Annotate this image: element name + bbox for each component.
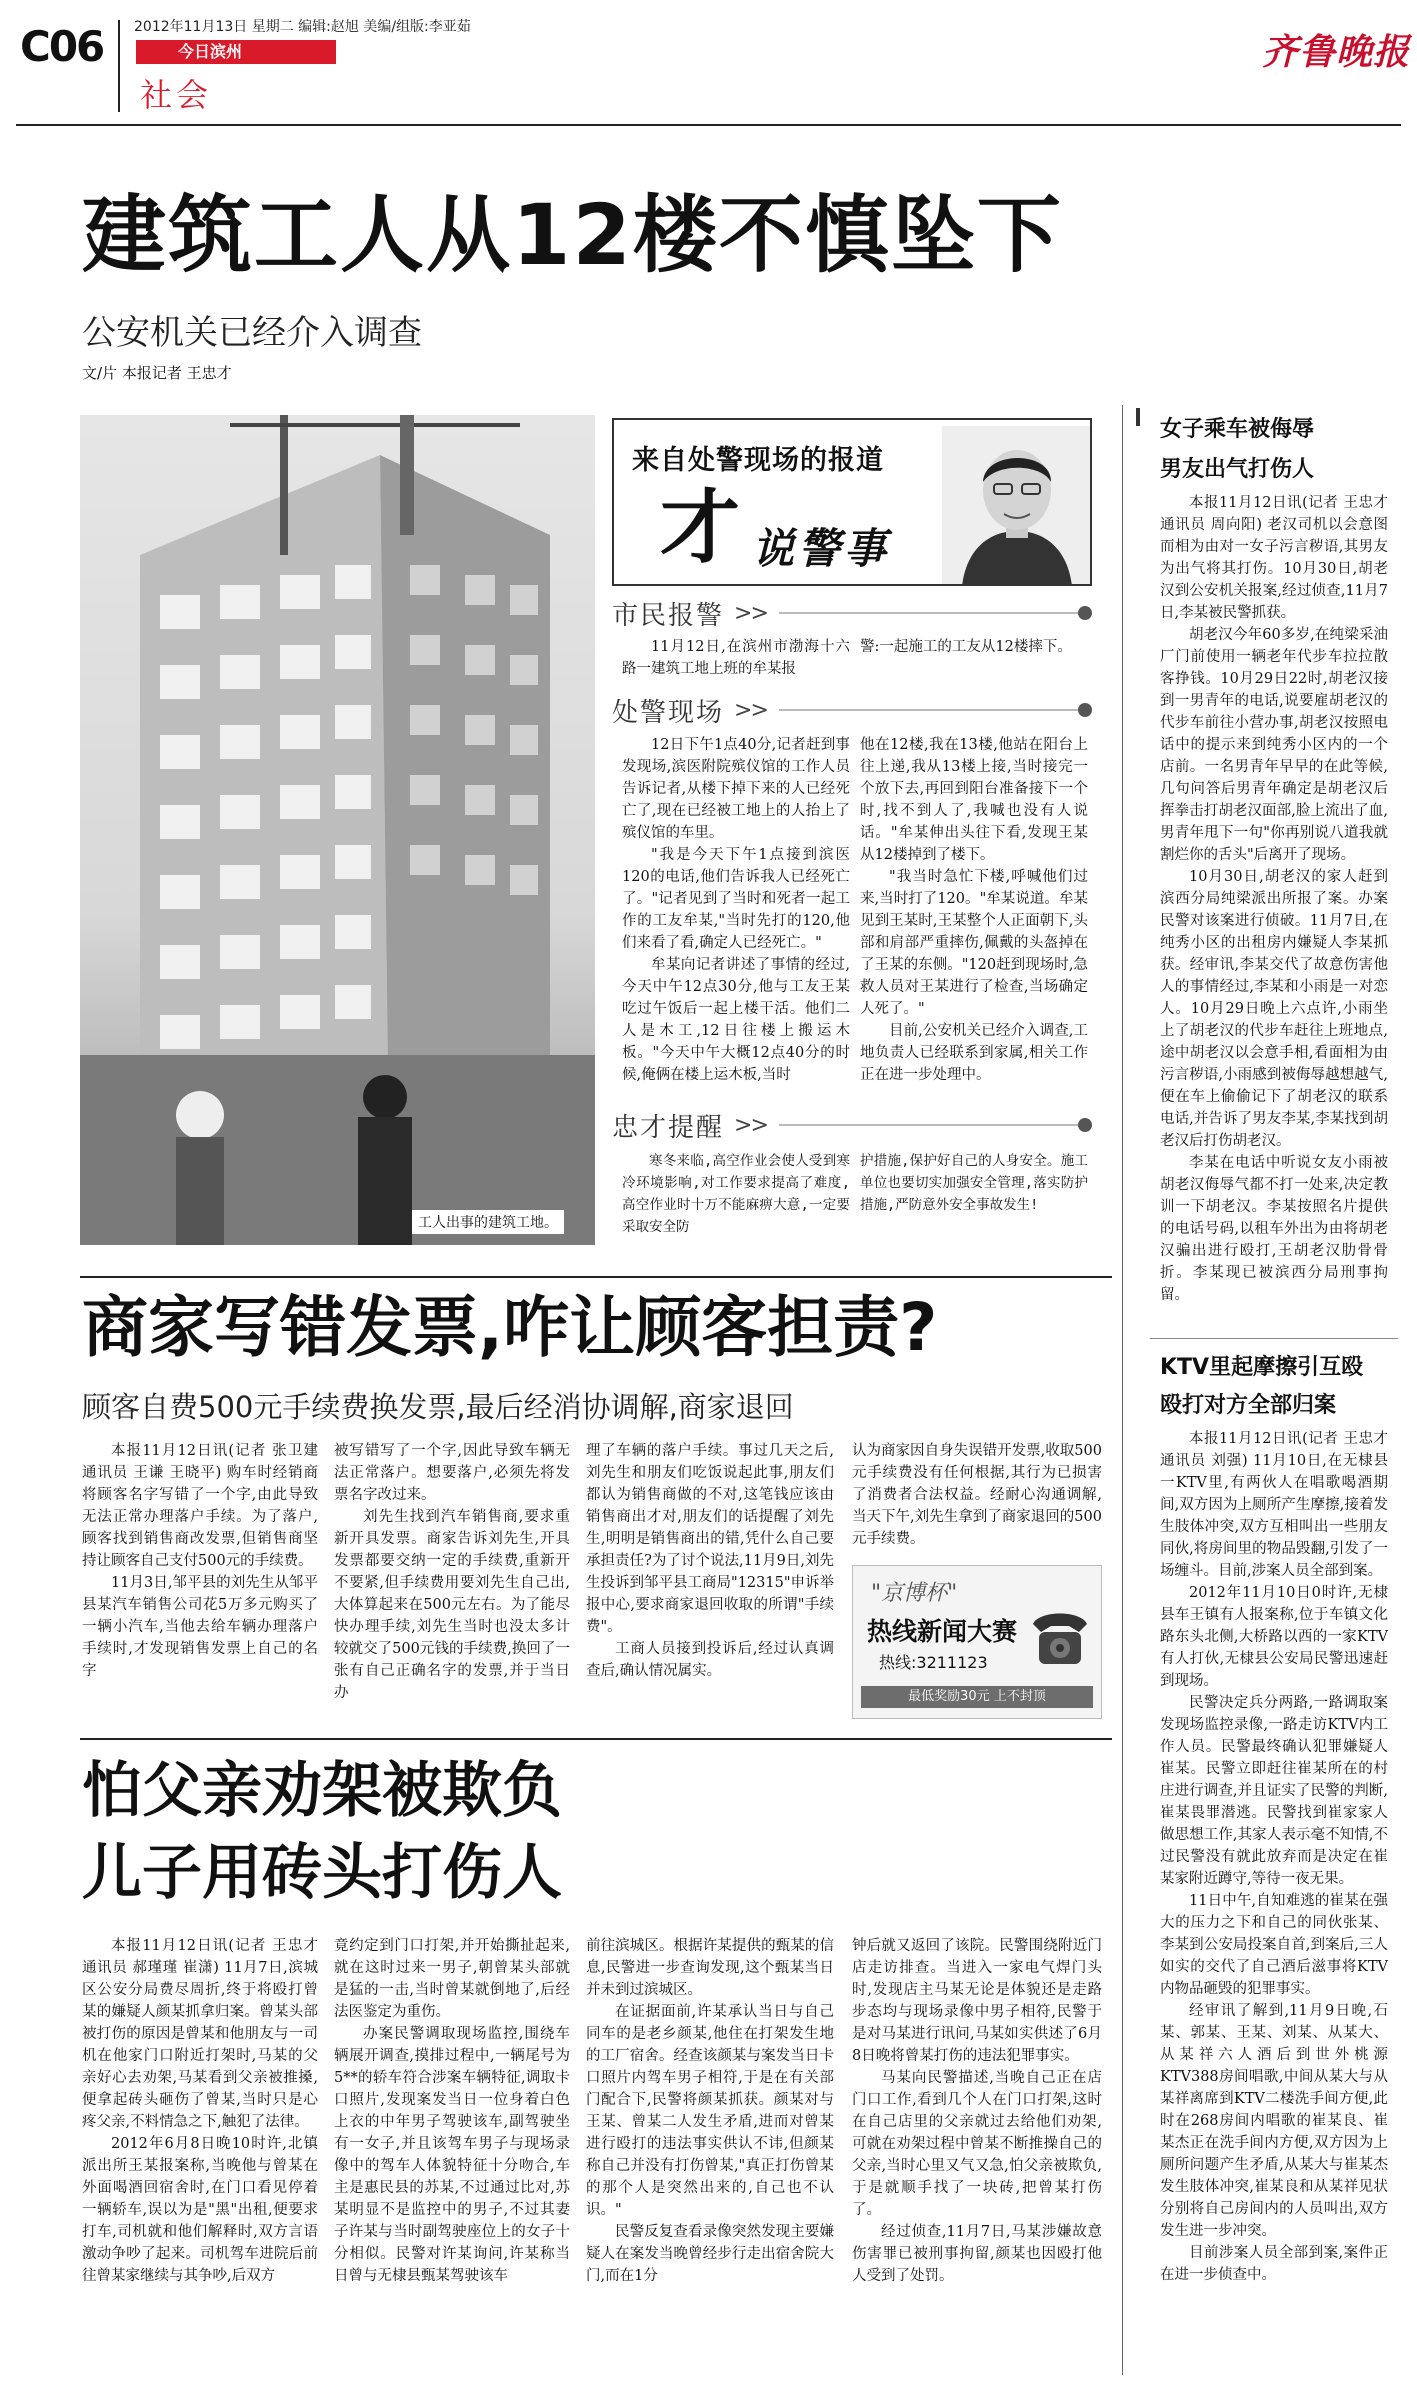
article3-headline-line2: 儿子用砖头打伤人 <box>82 1838 562 1908</box>
article3-col4 <box>852 1935 1102 2375</box>
page-number: C06 <box>20 22 104 71</box>
sidebar1-paragraph: 李某在电话中听说女友小雨被胡老汉侮辱气都不打一处来,决定教训一下胡老汉。李某按照名片提供的电话号码,以租车外出为由将胡老汉骗出进行殴打,王胡老汉肋骨骨折。李某现已被滨西分局刑事拘留。 <box>1160 1155 1388 1303</box>
article3-headline-line1: 怕父亲劝架被欺负 <box>82 1756 562 1826</box>
sidebar2-headline-line1: KTV里起摩擦引互殴 <box>1160 1355 1364 1380</box>
column-box-title: 来自处警现场的报道 <box>632 445 884 476</box>
column-box <box>612 418 1092 586</box>
section-dot <box>1078 606 1092 620</box>
tip-paragraph: 寒冬来临,高空作业会使人受到寒冷环境影响,对工作要求提高了难度,高空作业时十万不能麻痹大意,一定要采取安全防 <box>622 1153 850 1235</box>
sidebar1-paragraph: 本报11月12日讯(记者 王忠才 通讯员 周向阳) 老汉司机以会意图而相为由对一女子污言秽语,其男友为出气将其打伤。10月30日,胡老汉到公安机关报案,经过侦查,11月7日,李某被民警抓获。 <box>1160 495 1388 621</box>
section-dot <box>1078 703 1092 717</box>
photo-caption: 工人出事的建筑工地。 <box>412 1210 564 1234</box>
hotline-title: 热线新闻大赛 <box>867 1617 1018 1646</box>
article1-byline: 文/片 本报记者 王忠才 <box>82 364 232 382</box>
article2-col2 <box>334 1440 570 1716</box>
sidebar2-body <box>1160 1428 1388 2375</box>
section-bar-scene <box>612 697 1092 728</box>
construction-site-photo <box>80 415 595 1245</box>
article1-headline: 建筑工人从12楼不慎坠下 <box>82 186 1063 284</box>
sidebar-separator <box>1150 1338 1398 1339</box>
section-line <box>779 612 1078 614</box>
sidebar-marker <box>1136 408 1140 426</box>
column-box-brand-small: 说警事 <box>752 524 891 573</box>
date-line: 2012年11月13日 星期二 编辑:赵旭 美编/组版:李亚茹 <box>134 19 471 35</box>
article2-paragraph: 工商人员接到投诉后,经过认真调查后,确认情况属实。 <box>586 1641 834 1679</box>
sidebar2-paragraph: 民警决定兵分两路,一路调取案发现场监控录像,一路走访KTV内工作人员。民警最终确认犯罪嫌疑人崔某。民警立即赶往崔某所在的村庄进行调查,并且证实了民警的判断,崔某畏罪潜逃。民警找到崔家家人做思想工作,其家人表示毫不知情,不过民警没有就此放弃而是决定在崔某家附近蹲守,等待一夜无果。 <box>1160 1695 1388 1887</box>
sidebar2-paragraph: 2012年11月10日0时许,无棣县车王镇有人报案称,位于车镇文化路东头北侧,大桥路以西的一家KTV有人打伙,无棣县公安局民警迅速赶到现场。 <box>1160 1585 1388 1689</box>
article2-col1 <box>82 1440 318 1716</box>
sidebar2-paragraph: 目前涉案人员全部到案,案件正在进一步侦查中。 <box>1160 2245 1388 2283</box>
article3-col1 <box>82 1935 318 2375</box>
article3-col2 <box>334 1935 570 2375</box>
section-bar-report <box>612 600 1092 631</box>
section-line <box>779 1124 1078 1126</box>
article2-paragraph: 认为商家因自身失误错开发票,收取500元手续费没有任何根据,其行为已损害了消费者合法权益。经耐心沟通调解,当天下午,刘先生拿到了商家退回的500元手续费。 <box>852 1443 1102 1547</box>
column-box-brand-big: 才 <box>660 480 740 574</box>
scene-paragraph: 12日下午1点40分,记者赶到事发现场,滨医附院殡仪馆的工作人员告诉记者,从楼下掉下来的人已经死亡了,现在已经被工地上的人抬上了殡仪馆的车里。 <box>622 737 850 841</box>
hotline-note: 最低奖励30元 上不封顶 <box>861 1686 1093 1708</box>
hotline-brand: "京博杯" <box>871 1581 958 1606</box>
article3-paragraph: 本报11月12日讯(记者 王忠才 通讯员 郝瑾瑾 崔潇) 11月7日,滨城区公安分局费尽周折,终于将殴打曾某的嫌疑人颜某抓拿归案。曾某头部被打伤的原因是曾某和他朋友与一司机在他家门口附近打架时,马某的父亲好心去劝架,马某看到父亲被推搡,便拿起砖头砸伤了曾某,当时只是心疼父亲,不料情急之下,触犯了法律。 <box>82 1938 318 2130</box>
sidebar1-body <box>1160 492 1388 1327</box>
article3-paragraph: 在证据面前,许某承认当日与自己同车的是老乡颜某,他住在打架发生地的工厂宿舍。经查该颜某与案发当日卡口照片内驾车男子相符,于是在有关部门配合下,民警将颜某抓获。颜某对与王某、曾某二人发生矛盾,进而对曾某进行殴打的违法事实供认不讳,但颜某称自己并没有打伤曾某,"真正打伤曾某的那个人是突然出来的,自己也不认识。" <box>586 2004 834 2218</box>
hotline-ad <box>852 1565 1102 1719</box>
reporter-portrait <box>942 426 1092 586</box>
article1-subhead: 公安机关已经介入调查 <box>82 313 422 353</box>
article3-col3 <box>586 1935 834 2375</box>
sidebar1-headline-line1: 女子乘车被侮辱 <box>1160 417 1315 442</box>
sidebar2-headline-line2: 殴打对方全部归案 <box>1160 1393 1337 1418</box>
masthead-divider <box>118 20 120 112</box>
report-paragraph: 11月12日,在滨州市渤海十六路一建筑工地上班的牟某报 <box>622 639 850 677</box>
tip-col1 <box>622 1150 850 1264</box>
scene-paragraph: "我当时急忙下楼,呼喊他们过来,当时打了120。"牟某说道。牟某见到王某时,王某整个人正面朝下,头部和肩部严重摔伤,佩戴的头盔掉在了王某的东侧。"120赶到现场时,急救人员对王某进行了检查,当场确定人死了。" <box>860 869 1088 1017</box>
section-arrows-report: >> <box>734 600 767 626</box>
section-label-tip: 忠才提醒 <box>612 1112 725 1143</box>
article3-paragraph: 马某向民警描述,当晚自己正在店门口工作,看到几个人在门口打架,这时在自己店里的父亲就过去给他们劝架,可就在劝架过程中曾某不断推操自己的父亲,当时心里又气又急,怕父亲被欺负,于是就顺手找了一块砖,把曾某打伤了。 <box>852 2070 1102 2218</box>
tip-paragraph: 护措施,保护好自己的人身安全。施工单位也要切实加强安全管理,落实防护措施,严防意外安全事故发生! <box>860 1153 1088 1213</box>
section-name: 社会 <box>140 76 213 114</box>
article2-paragraph: 本报11月12日讯(记者 张卫建 通讯员 王谦 王晓平) 购车时经销商将顾客名字写错了一个字,由此导致无法正常办理落户手续。为了落户,顾客找到销售商改发票,但销售商坚持让顾客自己支付500元的手续费。 <box>82 1443 318 1569</box>
sidebar2-paragraph: 11日中午,自知难逃的崔某在强大的压力之下和自己的同伙张某、李某到公安局投案自首,到案后,三人如实的交代了自己酒后滋事将KTV内物品砸毁的犯罪事实。 <box>1160 1893 1388 1997</box>
scene-paragraph: 目前,公安机关已经介入调查,工地负责人已经联系到家属,相关工作正在进一步处理中。 <box>860 1023 1088 1083</box>
article2-col3 <box>586 1440 834 1716</box>
section-tag: 今日滨州 <box>136 40 336 64</box>
sidebar-divider <box>1122 405 1123 2375</box>
scene-paragraph: 他在12楼,我在13楼,他站在阳台上往上递,我从13楼上接,当时接完一个放下去,再回到阳台准备接下一个时,找不到人了,我喊也没有人说话。"牟某伸出头往下看,发现王某从12楼掉到了楼下。 <box>860 737 1088 863</box>
sidebar1-headline-line2: 男友出气打伤人 <box>1160 457 1315 482</box>
article3-paragraph: 钟后就又返回了该院。民警围绕附近门店走访排查。当进入一家电气焊门头时,发现店主马某无论是体貌还是走路步态均与现场录像中男子相符,民警于是对马某进行讯问,马某如实供述了6月8日晚将曾某打伤的违法犯罪事实。 <box>852 1938 1102 2064</box>
article2-col4 <box>852 1440 1102 1550</box>
sidebar1-paragraph: 胡老汉今年60多岁,在纯梁采油厂门前使用一辆老年代步车拉拉散客挣钱。10月29日22时,胡老汉接到一男青年的电话,说要雇胡老汉的代步车前往小营办事,胡老汉按照电话中的提示来到纯秀小区内的一个店前。一名男青年早早的在此等候,几句问答后男青年确定是胡老汉后挥拳击打胡老汉面部,脸上流出了血,男青年甩下一句"你再别说八道我就割烂你的舌头"后离开了现场。 <box>1160 627 1388 863</box>
sidebar1-paragraph: 10月30日,胡老汉的家人赶到滨西分局纯梁派出所报了案。办案民警对该案进行侦破。11月7日,在纯秀小区的出租房内嫌疑人李某抓获。经审讯,李某交代了故意伤害他人的事情经过,李某和小雨是一对恋人。10月29日晚上六点许,小雨坐上了胡老汉的代步车赶往上班地点,途中胡老汉以会意手相,看面相为由污言秽语,小雨感到被侮辱越想越气,便在车上偷偷记下了胡老汉的联系电话,并告诉了男友李某,李某找到胡老汉后打伤胡老汉。 <box>1160 869 1388 1149</box>
sidebar2-paragraph: 经审讯了解到,11月9日晚,石某、郭某、王某、刘某、从某大、从某祥六人酒后到世外桃源KTV388房间唱歌,中间从某大与从某祥离席到KTV二楼洗手间方便,此时在268房间内唱歌的崔某良、崔某杰正在洗手间内方便,双方因为上厕所问题产生矛盾,从某大与崔某杰发生肢体冲突,崔某良和从某祥见状分别将自己房间内的人员叫出,双方发生进一步冲突。 <box>1160 2003 1388 2239</box>
section-arrows-tip: >> <box>734 1112 767 1138</box>
tip-col2 <box>860 1150 1088 1264</box>
article3-paragraph: 经过侦查,11月7日,马某涉嫌故意伤害罪已被刑事拘留,颜某也因殴打他人受到了处罚。 <box>852 2224 1102 2284</box>
article2-paragraph: 被写错写了一个字,因此导致车辆无法正常落户。想要落户,必须先将发票名字改过来。 <box>334 1443 570 1503</box>
article2-paragraph: 理了车辆的落户手续。事过几天之后,刘先生和朋友们吃饭说起此事,朋友们都认为销售商做的不对,这笔钱应该由销售商出才对,朋友们的话提醒了刘先生,明明是销售商出的错,凭什么自己要承担责任?为了讨个说法,11月9日,刘先生投诉到邹平县工商局"12315"申诉举报中心,要求商家退回收取的所谓"手续费"。 <box>586 1443 834 1635</box>
scene-paragraph: "我是今天下午1点接到滨医120的电话,他们告诉我人已经死亡了。"记者见到了当时和死者一起工作的工友牟某,"当时先打的120,他们来看了看,确定人已经死亡。" <box>622 847 850 951</box>
section-dot <box>1078 1118 1092 1132</box>
scene-col1 <box>622 734 850 1126</box>
scene-col2 <box>860 734 1088 1126</box>
report-paragraph: 警:一起施工的工友从12楼摔下。 <box>860 639 1072 655</box>
section-bar-tip <box>612 1112 1092 1143</box>
article2-paragraph: 11月3日,邹平县的刘先生从邹平县某汽车销售公司花5万多元购买了一辆小汽车,当他去给车辆办理落户手续时,才发现销售发票上自己的名字 <box>82 1575 318 1679</box>
article2-paragraph: 刘先生找到汽车销售商,要求重新开具发票。商家告诉刘先生,开具发票都要交纳一定的手续费,重新开不要紧,但手续费用要刘先生自己出,大体算起来在500元左右。为了能尽快办理手续,刘先生当时也没太多计较就交了500元钱的手续费,换回了一张有自己正确名字的发票,并于当日办 <box>334 1509 570 1701</box>
hotline-phone: 热线:3211123 <box>879 1653 988 1672</box>
sidebar2-paragraph: 本报11月12日讯(记者 王忠才 通讯员 刘强) 11月10日,在无棣县一KTV里,有两伙人在唱歌喝酒期间,双方因为上厕所产生摩擦,接着发生肢体冲突,双方互相叫出一些朋友同伙,将房间里的物品毁翻,引发了一场缠斗。目前,涉案人员全部到案。 <box>1160 1431 1388 1579</box>
section-line <box>779 709 1078 711</box>
article2-bottom-rule <box>80 1738 1112 1740</box>
masthead-rule <box>16 124 1401 126</box>
section-label-scene: 处警现场 <box>612 697 725 728</box>
scene-paragraph: 牟某向记者讲述了事情的经过,今天中午12点30分,他与工友王某吃过午饭后一起上楼干活。他们二人是木工,12日往楼上搬运木板。"今天中午大概12点40分的时候,俺俩在楼上运木板,当时 <box>622 957 850 1083</box>
article3-paragraph: 2012年6月8日晚10时许,北镇派出所王某报案称,当晚他与曾某在外面喝酒回宿舍时,在门口看见停着一辆轿车,误以为是"黑"出租,便要求打车,司机就和他们解释时,双方言语激动争吵了起来。司机驾车进院后前往曾某家继续与其争吵,后双方 <box>82 2136 318 2284</box>
building-illustration <box>80 415 595 1245</box>
paper-logo: 齐鲁晚报 <box>1262 31 1411 73</box>
article1-bottom-rule <box>80 1276 1112 1278</box>
report-col2 <box>860 636 1088 706</box>
article3-paragraph: 前往滨城区。根据许某提供的甄某的信息,民警进一步查询发现,这个甄某当日并未到过滨城区。 <box>586 1938 834 1998</box>
article2-subhead: 顾客自费500元手续费换发票,最后经消协调解,商家退回 <box>82 1390 794 1424</box>
section-arrows-scene: >> <box>734 697 767 723</box>
article3-paragraph: 办案民警调取现场监控,围绕车辆展开调查,摸排过程中,一辆尾号为5**的轿车符合涉案车辆特征,调取卡口照片,发现案发当日一位身着白色上衣的中年男子驾驶该车,副驾驶坐有一女子,并且该驾车男子与现场录像中的驾车人体貌特征十分吻合,车主是惠民县的苏某,不过通过比对,苏某明显不是监控中的男子,不过其妻子许某与当时副驾驶座位上的女子十分相似。民警对许某询问,许某称当日曾与无棣县甄某驾驶该车 <box>334 2026 570 2284</box>
article2-headline: 商家写错发票,咋让顾客担责? <box>82 1289 938 1366</box>
section-label-report: 市民报警 <box>612 600 725 631</box>
article3-paragraph: 民警反复查看录像突然发现主要嫌疑人在案发当晚曾经步行走出宿舍院大门,而在1分 <box>586 2224 834 2284</box>
telephone-icon <box>1029 1606 1091 1670</box>
article3-paragraph: 竟约定到门口打架,并开始撕扯起来,就在这时过来一男子,朝曾某头部就是猛的一击,当时曾某就倒地了,后经法医鉴定为重伤。 <box>334 1938 570 2020</box>
